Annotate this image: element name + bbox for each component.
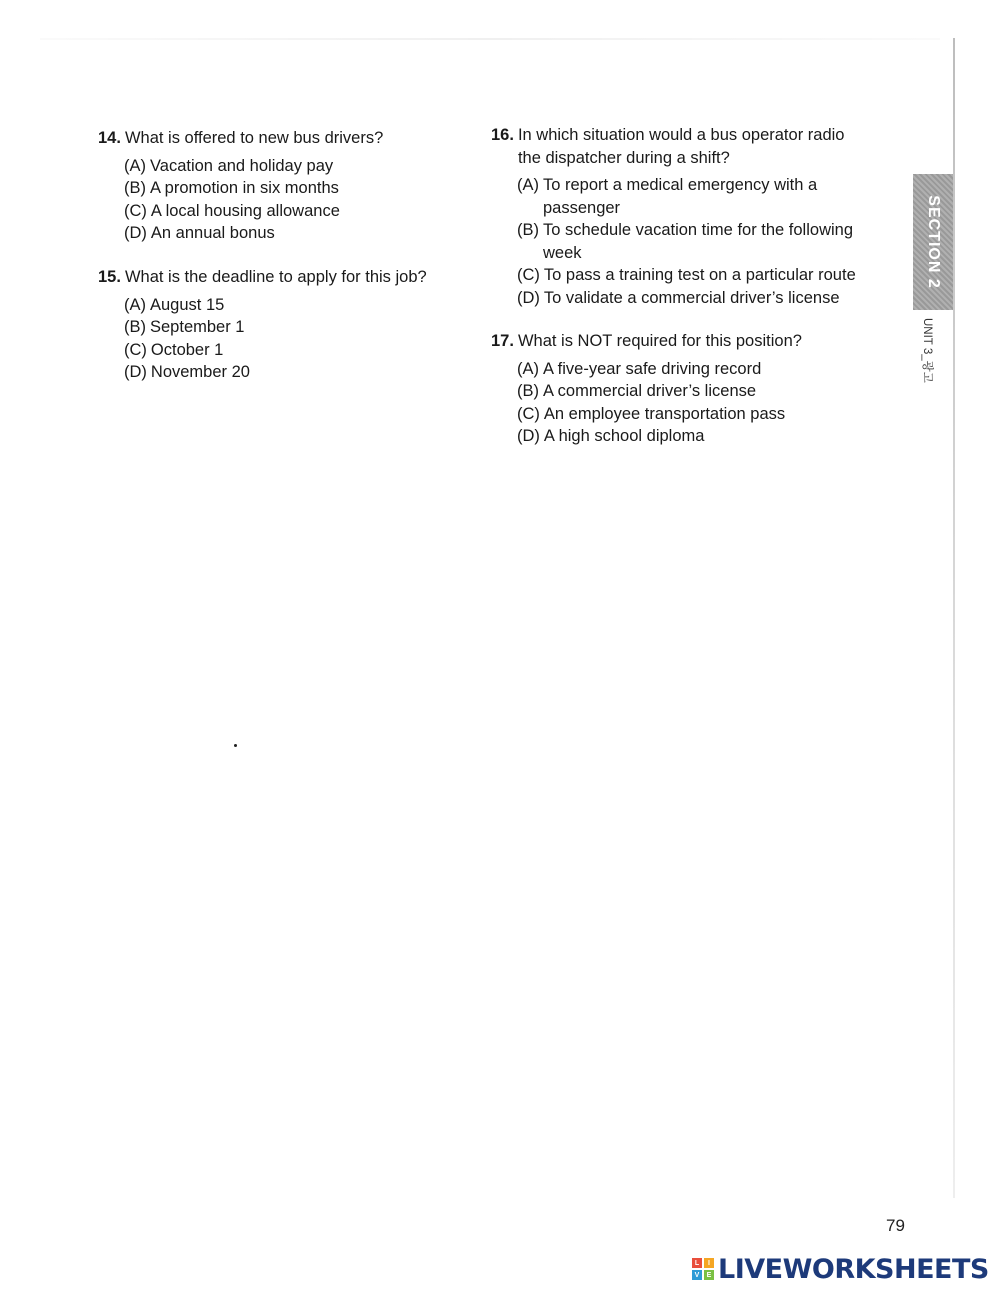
option-letter: (A) [517, 176, 539, 194]
question-text: What is offered to new bus drivers? [124, 129, 384, 147]
unit-label: UNIT 3_광고 [921, 318, 933, 383]
option-c[interactable] [517, 264, 863, 287]
option-letter: (B) [517, 221, 539, 239]
option-letter: (B) [124, 179, 146, 197]
option-b[interactable] [517, 380, 802, 403]
option-text: To pass a training test on a particular route [543, 266, 856, 284]
scan-speck [234, 744, 237, 747]
question-15 [98, 266, 427, 384]
option-letter: (D) [124, 224, 147, 242]
option-d[interactable] [124, 222, 383, 245]
option-text: An annual bonus [150, 224, 275, 242]
logo-letter-l: L [692, 1258, 702, 1268]
option-text: September 1 [150, 318, 245, 336]
question-number: 15. [98, 268, 121, 286]
option-letter: (B) [124, 318, 146, 336]
option-text: A high school diploma [543, 427, 705, 445]
option-letter: (D) [517, 288, 540, 307]
option-c[interactable] [124, 200, 383, 223]
logo-letter-e: E [704, 1270, 714, 1280]
logo-letter-i: I [704, 1258, 714, 1268]
option-text: Vacation and holiday pay [150, 156, 334, 175]
option-text: To schedule vacation time for the following week [543, 221, 854, 262]
option-a[interactable] [124, 294, 427, 317]
section-tab [913, 174, 953, 310]
option-letter: (A) [517, 359, 539, 378]
option-text: To report a medical emergency with a passenger [543, 176, 818, 217]
option-letter: (B) [517, 382, 539, 400]
option-letter: (C) [517, 266, 540, 284]
option-letter: (D) [124, 363, 147, 381]
option-d[interactable] [124, 361, 427, 384]
question-number: 14. [98, 129, 121, 147]
option-b[interactable] [124, 316, 427, 339]
page-number: 79 [886, 1216, 905, 1235]
option-text: An employee transportation pass [543, 404, 786, 423]
page-margin-rule [953, 38, 955, 1198]
option-text: A promotion in six months [150, 179, 339, 197]
option-letter: (D) [517, 427, 540, 445]
option-d[interactable] [517, 425, 802, 448]
brand-footer[interactable] [692, 1252, 989, 1286]
option-text: To validate a commercial driver’s license [543, 288, 840, 307]
brand-logo-icon [692, 1258, 714, 1280]
brand-name: LIVEWORKSHEETS [718, 1253, 989, 1285]
option-b[interactable] [517, 219, 863, 264]
option-letter: (A) [124, 156, 146, 175]
answer-options [491, 174, 863, 309]
option-letter: (C) [517, 404, 540, 423]
answer-options [98, 294, 427, 384]
option-letter: (C) [124, 340, 147, 359]
option-a[interactable] [124, 155, 383, 178]
question-17 [491, 330, 802, 448]
question-16 [491, 124, 863, 309]
answer-options [491, 358, 802, 448]
option-d[interactable] [517, 287, 863, 310]
section-tab-label: SECTION 2 [925, 195, 942, 289]
option-letter: (A) [124, 295, 146, 314]
option-text: A five-year safe driving record [543, 359, 762, 378]
scan-edge-top [40, 38, 940, 40]
option-c[interactable] [517, 403, 802, 426]
question-14 [98, 127, 383, 245]
option-a[interactable] [517, 358, 802, 381]
question-number: 17. [491, 332, 514, 350]
option-c[interactable] [124, 339, 427, 362]
option-text: October 1 [150, 340, 224, 359]
answer-options [98, 155, 383, 245]
option-letter: (C) [124, 201, 147, 220]
option-text: A commercial driver’s license [543, 382, 757, 400]
option-text: August 15 [150, 295, 225, 314]
question-text: What is the deadline to apply for this job? [124, 268, 427, 286]
logo-letter-v: V [692, 1270, 702, 1280]
question-text: In which situation would a bus operator radio the dispatcher during a shift? [517, 126, 845, 167]
question-number: 16. [491, 126, 514, 144]
question-text: What is NOT required for this position? [517, 332, 802, 350]
option-text: A local housing allowance [150, 201, 340, 220]
option-text: November 20 [150, 363, 250, 381]
option-a[interactable] [517, 174, 863, 219]
option-b[interactable] [124, 177, 383, 200]
